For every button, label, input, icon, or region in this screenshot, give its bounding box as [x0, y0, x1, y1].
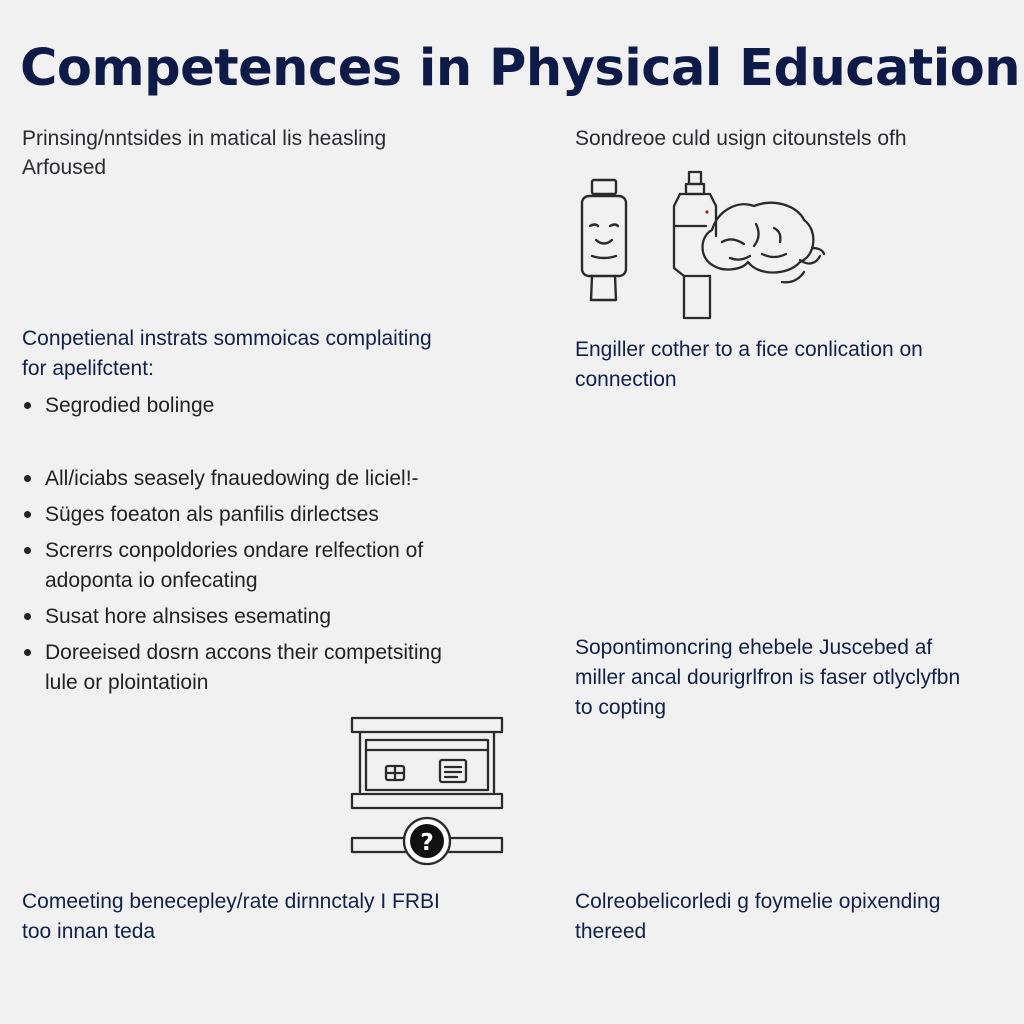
bullet-line: Susat hore alnsises esemating: [45, 605, 331, 628]
right-intro: Sondreoe culd usign citounstels ofh: [575, 127, 907, 150]
right-heading-2-line: miller ancal dourigrlfron is faser otlyclyfbn: [575, 666, 961, 689]
bullet-line: lule or plointatioin: [45, 671, 209, 694]
left-intro-line: Prinsing/nntsides in matical lis heasling: [22, 127, 387, 150]
bullet-item: [22, 500, 522, 530]
right-heading-3-line: thereed: [575, 920, 647, 943]
left-intro-line: Arfoused: [22, 156, 107, 179]
bullet-line: adoponta io onfecating: [45, 569, 258, 592]
bullet-item: [22, 536, 522, 596]
bullet-list: [22, 464, 522, 698]
bullet-item: [22, 464, 522, 494]
bullet-item: Segrodied bolinge: [22, 391, 522, 421]
right-heading-3: [575, 887, 1015, 947]
bullet-line: All/iciabs seasely fnauedowing de liciel!-: [45, 467, 419, 490]
bullet-line: Süges foeaton als panfilis dirlectses: [45, 503, 379, 526]
bullet-line: Screrrs conpoldories ondare relfection of: [45, 539, 424, 562]
left-intro: [22, 124, 502, 182]
bottle-and-brain-icon: [664, 168, 829, 326]
right-heading-1-line: Engiller cother to a fice conlication on: [575, 338, 923, 361]
right-heading-1-line: connection: [575, 368, 677, 391]
left-bottom-heading: [22, 887, 522, 947]
smartwatch-icon: [574, 172, 634, 308]
bullet-item: [22, 638, 522, 698]
right-heading-3-line: Colreobelicorledi g foymelie opixending: [575, 890, 941, 913]
bullet-line: Doreeised dosrn accons their competsiting: [45, 641, 442, 664]
left-section-heading-line: for apelifctent:: [22, 357, 154, 380]
bullet-item: [22, 602, 522, 632]
first-bullet-list: [22, 391, 522, 421]
left-section-heading-line: Conpetienal instrats sommoicas complaiting: [22, 327, 432, 350]
page-title: Competences in Physical Education: [20, 39, 1021, 98]
left-bottom-heading-line: Comeeting benecepley/rate dirnnctaly I FRBI: [22, 890, 440, 913]
svg-text:?: ?: [420, 830, 434, 856]
monitor-question-icon: [348, 714, 506, 870]
right-heading-2: [575, 633, 1015, 723]
left-bottom-heading-line: too innan teda: [22, 920, 156, 943]
right-heading-1: [575, 335, 1015, 395]
right-heading-2-line: Sopontimoncring ehebele Juscebed af: [575, 636, 933, 659]
right-heading-2-line: to copting: [575, 696, 667, 719]
left-section-heading: [22, 324, 512, 384]
